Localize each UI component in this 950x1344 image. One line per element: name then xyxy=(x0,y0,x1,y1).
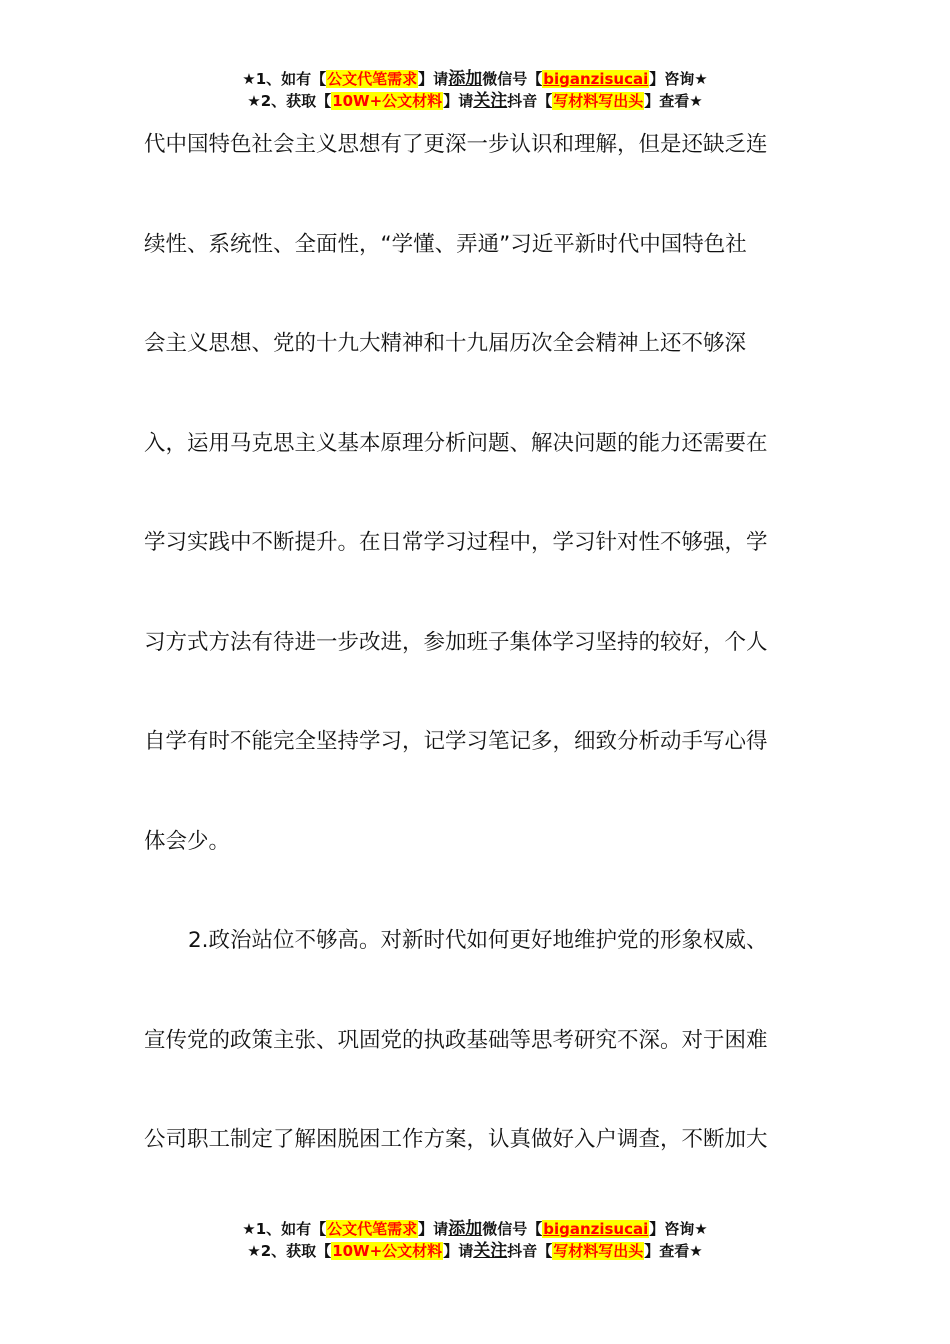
document-body xyxy=(144,128,794,1223)
banner-text: 】咨询★ xyxy=(649,1220,708,1238)
banner-text: 】请 xyxy=(418,70,449,88)
banner-text: 抖音【 xyxy=(507,1242,553,1260)
banner-emphasis: 添加 xyxy=(448,1219,483,1239)
banner-text: 微信号【 xyxy=(482,1220,543,1238)
body-line: 入，运用马克思主义基本原理分析问题、解决问题的能力还需要在 xyxy=(144,430,768,456)
banner-text: ★1、如有【 xyxy=(242,1220,327,1238)
banner-text: 微信号【 xyxy=(482,70,543,88)
banner-text: ★2、获取【 xyxy=(247,1242,332,1260)
banner-text: 抖音【 xyxy=(507,92,553,110)
header-banner xyxy=(0,68,950,112)
banner-text: 】查看★ xyxy=(644,1242,703,1260)
banner-text: 】请 xyxy=(443,1242,474,1260)
banner-highlight: 公文代笔需求 xyxy=(327,1220,418,1238)
banner-line-1 xyxy=(0,1218,950,1240)
body-line: 体会少。 xyxy=(144,828,231,854)
body-line: 习方式方法有待进一步改进，参加班子集体学习坚持的较好，个人 xyxy=(144,629,768,655)
banner-text: 】请 xyxy=(418,1220,449,1238)
banner-emphasis: 关注 xyxy=(473,91,508,111)
banner-text: ★2、获取【 xyxy=(247,92,332,110)
banner-text: 】咨询★ xyxy=(649,70,708,88)
banner-text: 】查看★ xyxy=(644,92,703,110)
banner-line-2 xyxy=(0,1240,950,1262)
banner-highlight: 写材料写出头 xyxy=(553,92,644,110)
body-line: 自学有时不能完全坚持学习，记学习笔记多，细致分析动手写心得 xyxy=(144,729,768,754)
banner-line-1 xyxy=(0,68,950,90)
banner-emphasis: 关注 xyxy=(473,1241,508,1261)
body-line: 续性、系统性、全面性，“学懂、弄通”习近平新时代中国特色社 xyxy=(144,231,747,257)
banner-text: ★1、如有【 xyxy=(242,70,327,88)
banner-highlight-link[interactable]: biganzisucai xyxy=(543,1220,649,1238)
banner-highlight-link[interactable]: biganzisucai xyxy=(543,70,649,88)
banner-emphasis: 添加 xyxy=(448,69,483,89)
footer-banner xyxy=(0,1218,950,1262)
banner-highlight: 10W+公文材料 xyxy=(332,92,443,110)
banner-highlight: 10W+公文材料 xyxy=(332,1242,443,1260)
body-line-heading: 2.政治站位不够高。对新时代如何更好地维护党的形象权威、 xyxy=(188,928,768,953)
banner-highlight: 写材料写出头 xyxy=(553,1242,644,1260)
body-line: 代中国特色社会主义思想有了更深一步认识和理解，但是还缺乏连 xyxy=(144,132,768,157)
banner-highlight: 公文代笔需求 xyxy=(327,70,418,88)
banner-line-2 xyxy=(0,90,950,112)
body-line: 公司职工制定了解困脱困工作方案，认真做好入户调查，不断加大 xyxy=(144,1127,768,1152)
banner-text: 】请 xyxy=(443,92,474,110)
body-line: 会主义思想、党的十九大精神和十九届历次全会精神上还不够深 xyxy=(144,331,747,356)
body-line: 宣传党的政策主张、巩固党的执政基础等思考研究不深。对于困难 xyxy=(144,1027,768,1053)
body-line: 学习实践中不断提升。在日常学习过程中，学习针对性不够强，学 xyxy=(144,530,768,555)
